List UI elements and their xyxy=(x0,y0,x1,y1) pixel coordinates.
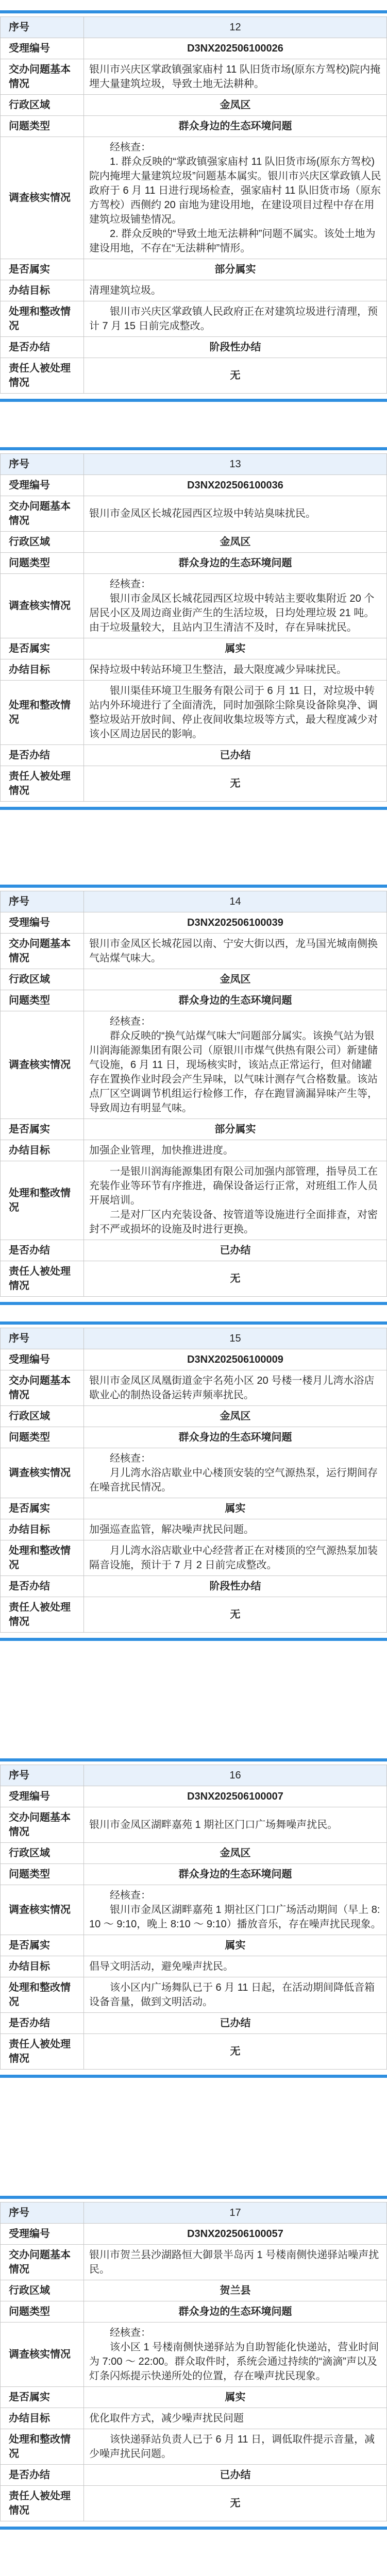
row-type xyxy=(1,990,387,1011)
label-receipt: 受理编号 xyxy=(1,2223,84,2244)
row-receipt xyxy=(1,38,387,59)
label-goal: 办结目标 xyxy=(1,659,84,681)
row-is-true xyxy=(1,2386,387,2408)
label-seq: 序号 xyxy=(1,1328,84,1349)
value-is-true: 属实 xyxy=(84,1935,387,1956)
case-bottom-bar xyxy=(0,1302,387,1305)
label-content: 交办问题基本情况 xyxy=(1,2244,84,2280)
label-content: 交办问题基本情况 xyxy=(1,1807,84,1843)
value-verify xyxy=(84,1448,387,1498)
row-district xyxy=(1,1406,387,1427)
row-rectify xyxy=(1,681,387,745)
row-rectify xyxy=(1,1540,387,1576)
value-is-true: 部分属实 xyxy=(84,259,387,280)
value-done: 已办结 xyxy=(84,745,387,766)
value-content: 银川市金凤区凤凰街道金宇名苑小区 20 号楼一楼月儿湾水浴店歇业心的制热设备运转声频率扰民。 xyxy=(84,1370,387,1406)
value-seq: 12 xyxy=(84,17,387,38)
row-accountable xyxy=(1,1261,387,1296)
label-done: 是否办结 xyxy=(1,745,84,766)
value-done: 已办结 xyxy=(84,2464,387,2485)
label-done: 是否办结 xyxy=(1,1240,84,1261)
case-top-bar xyxy=(0,1321,387,1325)
label-done: 是否办结 xyxy=(1,1576,84,1597)
value-done: 已办结 xyxy=(84,1240,387,1261)
row-district xyxy=(1,2280,387,2301)
label-is-true: 是否属实 xyxy=(1,1935,84,1956)
value-goal: 保持垃圾中转站环境卫生整洁，最大限度减少异味扰民。 xyxy=(84,659,387,681)
value-district: 金凤区 xyxy=(84,95,387,116)
row-verify xyxy=(1,137,387,259)
value-done: 阶段性办结 xyxy=(84,337,387,358)
row-seq xyxy=(1,17,387,38)
label-type: 问题类型 xyxy=(1,116,84,137)
label-receipt: 受理编号 xyxy=(1,912,84,933)
value-receipt: D3NX202506100026 xyxy=(84,38,387,59)
verify-paragraph: 经核查： xyxy=(110,1453,151,1464)
label-is-true: 是否属实 xyxy=(1,1498,84,1519)
verify-paragraph: 银川市金凤区长城花园西区垃圾中转站主要收集附近 20 个居民小区及周边商业街产生的生活垃圾，日均处理垃圾 21 吨。由于垃圾量较大，且站内卫生清洁不及时，存在异味扰民。 xyxy=(89,593,375,634)
label-type: 问题类型 xyxy=(1,1864,84,1885)
value-receipt: D3NX202506100007 xyxy=(84,1786,387,1807)
row-verify xyxy=(1,1885,387,1935)
label-verify: 调查核实情况 xyxy=(1,1448,84,1498)
value-goal: 倡导文明活动，避免噪声扰民。 xyxy=(84,1956,387,1977)
value-accountable: 无 xyxy=(84,1261,387,1296)
row-goal xyxy=(1,659,387,681)
label-rectify: 处理和整改情况 xyxy=(1,1977,84,2013)
row-accountable xyxy=(1,358,387,394)
row-district xyxy=(1,95,387,116)
row-rectify xyxy=(1,2429,387,2464)
value-is-true: 属实 xyxy=(84,1498,387,1519)
row-receipt xyxy=(1,912,387,933)
label-content: 交办问题基本情况 xyxy=(1,59,84,95)
value-type: 群众身边的生态环境问题 xyxy=(84,990,387,1011)
verify-paragraph: 经核查： xyxy=(110,2327,151,2338)
row-accountable xyxy=(1,766,387,802)
label-type: 问题类型 xyxy=(1,990,84,1011)
value-seq: 14 xyxy=(84,891,387,912)
case-top-bar xyxy=(0,10,387,13)
value-goal: 优化取件方式，减少噪声扰民问题 xyxy=(84,2408,387,2429)
value-is-true: 属实 xyxy=(84,638,387,659)
row-seq xyxy=(1,1765,387,1786)
label-district: 行政区域 xyxy=(1,532,84,553)
row-done xyxy=(1,337,387,358)
case-table xyxy=(0,453,387,802)
case-table xyxy=(0,891,387,1297)
verify-paragraph: 该小区 1 号楼南侧快递驿站为自助智能化快递站，营业时间为 7:00 ～ 22:00。群众取件时，系统会通过持续的“滴滴”声以及灯条闪烁提示快递所处的位置，存在噪声扰民现象。 xyxy=(89,2341,379,2382)
value-content: 银川市金凤区长城花园西区垃圾中转站臭味扰民。 xyxy=(84,496,387,532)
verify-paragraph: 群众反映的“换气站煤气味大”问题部分属实。该换气站为银川润海能源集团有限公司（原银川市煤气供热有限公司）新建储气设施，6 月 11 日，现场核实时，该站点正常运行，但对储罐存在置换作业时段会产生异味，以气味计测存气合格数量。该站点厂区空调调节机组运行检修工作，存在跑冒滴漏异味产生等，导致周边有明显气味。 xyxy=(89,1030,378,1114)
rectify-paragraph: 一是银川润海能源集团有限公司加强内部管理，指导员工在充装作业等环节有序推进，确保设备运行正常，对班组工作人员开展培训。 xyxy=(89,1165,378,1206)
verify-paragraph: 经核查： xyxy=(110,142,151,153)
row-accountable xyxy=(1,1597,387,1633)
value-seq: 16 xyxy=(84,1765,387,1786)
label-district: 行政区域 xyxy=(1,95,84,116)
label-goal: 办结目标 xyxy=(1,1519,84,1540)
row-receipt xyxy=(1,1786,387,1807)
label-is-true: 是否属实 xyxy=(1,1118,84,1140)
value-accountable: 无 xyxy=(84,358,387,394)
label-type: 问题类型 xyxy=(1,2301,84,2322)
row-seq xyxy=(1,2202,387,2223)
value-goal: 清理建筑垃圾。 xyxy=(84,280,387,301)
label-receipt: 受理编号 xyxy=(1,475,84,496)
label-done: 是否办结 xyxy=(1,2464,84,2485)
row-rectify xyxy=(1,301,387,337)
row-receipt xyxy=(1,475,387,496)
label-goal: 办结目标 xyxy=(1,1956,84,1977)
label-accountable: 责任人被处理情况 xyxy=(1,358,84,394)
value-receipt: D3NX202506100039 xyxy=(84,912,387,933)
label-verify: 调查核实情况 xyxy=(1,1885,84,1935)
value-accountable: 无 xyxy=(84,2485,387,2521)
value-rectify xyxy=(84,1161,387,1240)
value-type: 群众身边的生态环境问题 xyxy=(84,553,387,574)
value-rectify xyxy=(84,1977,387,2013)
row-district xyxy=(1,532,387,553)
value-receipt: D3NX202506100009 xyxy=(84,1349,387,1370)
case-bottom-bar xyxy=(0,1638,387,1641)
row-district xyxy=(1,1843,387,1864)
value-verify xyxy=(84,2322,387,2386)
label-verify: 调查核实情况 xyxy=(1,1011,84,1118)
row-is-true xyxy=(1,259,387,280)
row-done xyxy=(1,1240,387,1261)
value-goal: 加强企业管理，加快推进进度。 xyxy=(84,1140,387,1161)
rectify-paragraph: 银川渠佳环境卫生服务有限公司于 6 月 11 日，对垃圾中转站内外环境进行了全面清洗，同时加强除尘除臭设备除臭净、调整垃圾站开放时间、停止夜间收集垃圾等方式，最大程度减少对该小区周边居民的影响。 xyxy=(89,685,378,740)
label-is-true: 是否属实 xyxy=(1,2386,84,2408)
value-district: 金凤区 xyxy=(84,1406,387,1427)
row-seq xyxy=(1,454,387,475)
label-done: 是否办结 xyxy=(1,337,84,358)
row-is-true xyxy=(1,1498,387,1519)
row-content xyxy=(1,2244,387,2280)
label-content: 交办问题基本情况 xyxy=(1,496,84,532)
label-verify: 调查核实情况 xyxy=(1,137,84,259)
verify-paragraph: 经核查： xyxy=(110,579,151,590)
label-accountable: 责任人被处理情况 xyxy=(1,1597,84,1633)
case-bottom-bar xyxy=(0,807,387,810)
value-verify xyxy=(84,1885,387,1935)
value-verify xyxy=(84,137,387,259)
label-is-true: 是否属实 xyxy=(1,259,84,280)
row-goal xyxy=(1,1519,387,1540)
verify-paragraph: 2. 群众反映的“导致土地无法耕种”问题不属实。该处土地为建设用地，不存在“无法耕种”情形。 xyxy=(89,228,376,254)
value-receipt: D3NX202506100057 xyxy=(84,2223,387,2244)
label-district: 行政区域 xyxy=(1,1843,84,1864)
label-done: 是否办结 xyxy=(1,2013,84,2034)
label-accountable: 责任人被处理情况 xyxy=(1,1261,84,1296)
label-receipt: 受理编号 xyxy=(1,1349,84,1370)
row-district xyxy=(1,969,387,990)
value-is-true: 属实 xyxy=(84,2386,387,2408)
row-type xyxy=(1,116,387,137)
value-type: 群众身边的生态环境问题 xyxy=(84,2301,387,2322)
row-goal xyxy=(1,1140,387,1161)
verify-paragraph: 经核查： xyxy=(110,1015,151,1027)
verify-paragraph: 月儿湾水浴店歇业中心楼顶安装的空气源热泵，运行期间存在噪音扰民情况。 xyxy=(89,1467,378,1493)
row-verify xyxy=(1,1448,387,1498)
rectify-paragraph: 银川市兴庆区掌政镇人民政府正在对建筑垃圾进行清理，预计 7 月 15 日前完成整改。 xyxy=(89,306,378,332)
rectify-paragraph: 该快递驿站负责人已于 6 月 11 日，调低取件提示音量，减少噪声扰民问题。 xyxy=(89,2433,375,2460)
case-block xyxy=(0,1311,387,1748)
label-type: 问题类型 xyxy=(1,553,84,574)
label-rectify: 处理和整改情况 xyxy=(1,2429,84,2464)
label-district: 行政区域 xyxy=(1,969,84,990)
value-rectify xyxy=(84,681,387,745)
label-accountable: 责任人被处理情况 xyxy=(1,2485,84,2521)
row-done xyxy=(1,745,387,766)
label-seq: 序号 xyxy=(1,2202,84,2223)
label-verify: 调查核实情况 xyxy=(1,574,84,638)
row-type xyxy=(1,553,387,574)
value-type: 群众身边的生态环境问题 xyxy=(84,1427,387,1448)
value-accountable: 无 xyxy=(84,1597,387,1633)
rectify-paragraph: 该小区内广场舞队已于 6 月 11 日起，在活动期间降低音箱设备音量，做到文明活动。 xyxy=(89,1982,375,2008)
value-seq: 13 xyxy=(84,454,387,475)
label-verify: 调查核实情况 xyxy=(1,2322,84,2386)
label-goal: 办结目标 xyxy=(1,2408,84,2429)
row-is-true xyxy=(1,1118,387,1140)
row-done xyxy=(1,1576,387,1597)
value-seq: 17 xyxy=(84,2202,387,2223)
case-top-bar xyxy=(0,2196,387,2199)
value-type: 群众身边的生态环境问题 xyxy=(84,1864,387,1885)
row-rectify xyxy=(1,1977,387,2013)
row-done xyxy=(1,2464,387,2485)
row-goal xyxy=(1,1956,387,1977)
label-type: 问题类型 xyxy=(1,1427,84,1448)
value-verify xyxy=(84,574,387,638)
case-bottom-bar xyxy=(0,399,387,402)
label-content: 交办问题基本情况 xyxy=(1,933,84,969)
row-receipt xyxy=(1,1349,387,1370)
value-content: 银川市贺兰县沙湖路恒大御景半岛丙 1 号楼南侧快递驿站噪声扰民。 xyxy=(84,2244,387,2280)
label-seq: 序号 xyxy=(1,891,84,912)
case-block xyxy=(0,2185,387,2576)
case-top-bar xyxy=(0,885,387,888)
case-block xyxy=(0,0,387,437)
value-is-true: 部分属实 xyxy=(84,1118,387,1140)
value-goal: 加强巡查监管，解决噪声扰民问题。 xyxy=(84,1519,387,1540)
case-bottom-bar xyxy=(0,2527,387,2530)
row-verify xyxy=(1,1011,387,1118)
case-table xyxy=(0,1328,387,1633)
case-top-bar xyxy=(0,447,387,450)
row-content xyxy=(1,933,387,969)
value-content: 银川市金凤区长城花园以南、宁安大街以西，龙马国光城南侧换气站煤气味大。 xyxy=(84,933,387,969)
label-rectify: 处理和整改情况 xyxy=(1,681,84,745)
value-rectify xyxy=(84,301,387,337)
row-rectify xyxy=(1,1161,387,1240)
value-accountable: 无 xyxy=(84,2034,387,2070)
value-type: 群众身边的生态环境问题 xyxy=(84,116,387,137)
row-verify xyxy=(1,2322,387,2386)
row-is-true xyxy=(1,1935,387,1956)
row-accountable xyxy=(1,2034,387,2070)
value-district: 金凤区 xyxy=(84,1843,387,1864)
rectify-paragraph: 二是对厂区内充装设备、按管道等设施进行全面排查，对密封不严或损坏的设施及时进行更换。 xyxy=(89,1209,378,1235)
label-receipt: 受理编号 xyxy=(1,1786,84,1807)
row-done xyxy=(1,2013,387,2034)
label-content: 交办问题基本情况 xyxy=(1,1370,84,1406)
label-rectify: 处理和整改情况 xyxy=(1,1540,84,1576)
value-rectify xyxy=(84,1540,387,1576)
case-top-bar xyxy=(0,1758,387,1761)
row-goal xyxy=(1,2408,387,2429)
verify-paragraph: 经核查： xyxy=(110,1890,151,1902)
row-receipt xyxy=(1,2223,387,2244)
label-district: 行政区域 xyxy=(1,1406,84,1427)
row-content xyxy=(1,496,387,532)
rectify-paragraph: 月儿湾水浴店歇业中心经营者正在对楼顶的空气源热泵加装隔音设施，预计于 7 月 2 日前完成整改。 xyxy=(89,1545,378,1571)
row-type xyxy=(1,2301,387,2322)
verify-paragraph: 1. 群众反映的“掌政镇强家庙村 11 队旧货市场(原东方驾校)院内掩埋大量建筑垃圾”问题基本属实。银川市兴庆区掌政镇人民政府于 6 月 11 日进行现场检查，强家庙村 11 队旧货市场（原东方驾校）西侧约 20 亩地为建设用地，在建设项目过程中存在用建筑垃圾铺垫情况。 xyxy=(89,156,381,225)
label-accountable: 责任人被处理情况 xyxy=(1,766,84,802)
row-goal xyxy=(1,280,387,301)
case-block xyxy=(0,1748,387,2185)
label-goal: 办结目标 xyxy=(1,280,84,301)
row-content xyxy=(1,1370,387,1406)
value-seq: 15 xyxy=(84,1328,387,1349)
row-content xyxy=(1,1807,387,1843)
row-type xyxy=(1,1427,387,1448)
value-receipt: D3NX202506100036 xyxy=(84,475,387,496)
value-district: 贺兰县 xyxy=(84,2280,387,2301)
case-block xyxy=(0,874,387,1311)
label-rectify: 处理和整改情况 xyxy=(1,1161,84,1240)
label-goal: 办结目标 xyxy=(1,1140,84,1161)
label-seq: 序号 xyxy=(1,17,84,38)
value-accountable: 无 xyxy=(84,766,387,802)
case-block xyxy=(0,437,387,874)
label-seq: 序号 xyxy=(1,1765,84,1786)
row-type xyxy=(1,1864,387,1885)
label-accountable: 责任人被处理情况 xyxy=(1,2034,84,2070)
row-verify xyxy=(1,574,387,638)
value-district: 金凤区 xyxy=(84,969,387,990)
label-rectify: 处理和整改情况 xyxy=(1,301,84,337)
row-seq xyxy=(1,1328,387,1349)
row-content xyxy=(1,59,387,95)
verify-paragraph: 银川市金凤区湖畔嘉苑 1 期社区门口广场活动期间（早上 8:10 ～ 9:10，晚上 8:10 ～ 9:10）播放音乐，存在噪声扰民现象。 xyxy=(89,1904,381,1930)
row-is-true xyxy=(1,638,387,659)
case-table xyxy=(0,16,387,394)
row-accountable xyxy=(1,2485,387,2521)
label-is-true: 是否属实 xyxy=(1,638,84,659)
label-receipt: 受理编号 xyxy=(1,38,84,59)
value-content: 银川市兴庆区掌政镇强家庙村 11 队旧货市场(原东方驾校)院内掩埋大量建筑垃圾，导致土地无法耕种。 xyxy=(84,59,387,95)
value-content: 银川市金凤区湖畔嘉苑 1 期社区门口广场舞噪声扰民。 xyxy=(84,1807,387,1843)
value-done: 阶段性办结 xyxy=(84,1576,387,1597)
case-table xyxy=(0,1765,387,2070)
case-table xyxy=(0,2202,387,2521)
row-seq xyxy=(1,891,387,912)
value-rectify xyxy=(84,2429,387,2464)
label-seq: 序号 xyxy=(1,454,84,475)
value-verify xyxy=(84,1011,387,1118)
value-district: 金凤区 xyxy=(84,532,387,553)
case-bottom-bar xyxy=(0,2075,387,2078)
value-done: 已办结 xyxy=(84,2013,387,2034)
label-district: 行政区域 xyxy=(1,2280,84,2301)
